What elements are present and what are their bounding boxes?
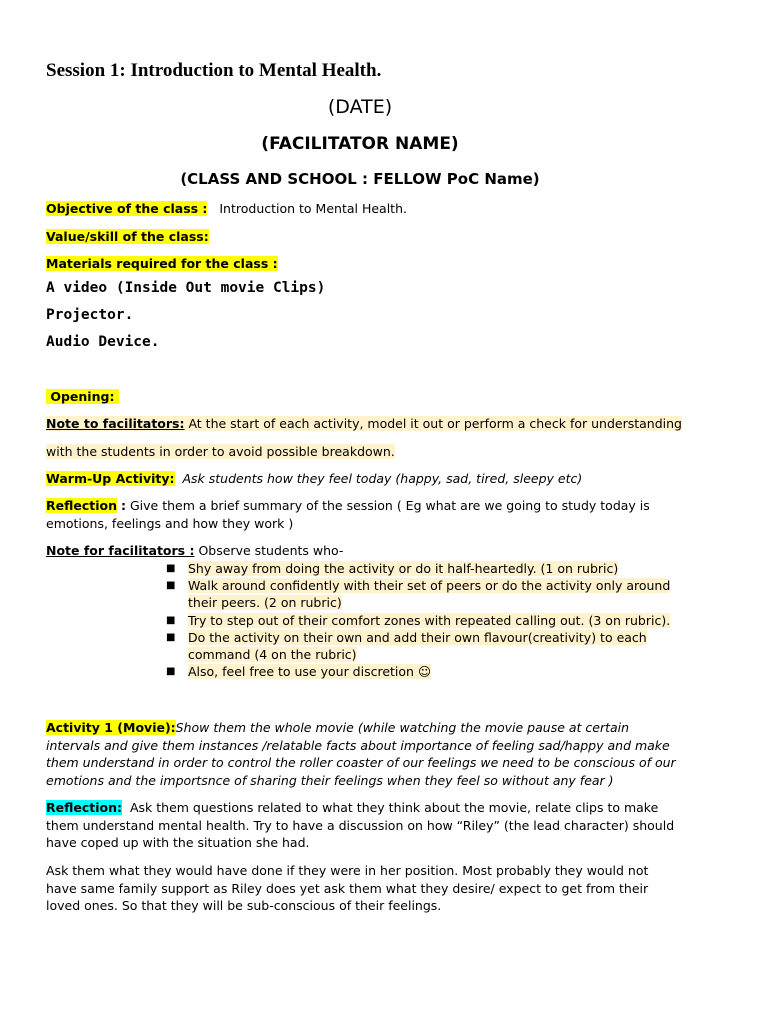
warm-up-line [46,470,582,488]
closing-paragraph: Ask them what they would have done if they were in her position. Most probably they would not have same family support as Riley does yet ask them what they desire/ expect to get from their loved ones. So that they will be sub-conscious of their feelings. [46,863,649,913]
objective-value: Introduction to Mental Health. [219,201,407,216]
value-skill-line [46,228,209,246]
note-to-facilitators-text-1: At the start of each activity, model it out or perform a check for understanding [188,416,682,431]
activity-1-text: Show them the whole movie (while watching the movie pause at certain intervals and give them instances /relatable facts about importance of feeling sad/happy and make them understand in order to control the roller coaster of our feelings we need to be conscious of our emotions and the importsnce of sharing their feelings when they feel so without any fear ) [46,720,676,788]
list-item: ■ Shy away from doing the activity or do it half-heartedly. (1 on rubric) [166,561,619,576]
list-item: ■ Do the activity on their own and add their own flavour(creativity) to each command (4 on the rubric) [166,629,647,663]
square-bullet-icon: ■ [166,614,176,626]
note-to-facilitators-text-2: with the students in order to avoid possible breakdown. [46,444,395,459]
material-item: A video (Inside Out movie Clips) [46,280,326,296]
material-item: Audio Device. [46,334,160,350]
reflection-1-paragraph: Reflection : Give them a brief summary of the session ( Eg what are we going to study today is emotions, feelings and how they work ) [46,498,650,531]
warm-up-label: Warm-Up Activity: [46,471,175,486]
square-bullet-icon: ■ [166,666,176,678]
note-for-facilitators-line [46,542,343,560]
objective-label: Objective of the class : [46,201,208,216]
note-to-facilitators-line-2 [46,443,395,461]
opening-line [46,388,119,406]
materials-line [46,255,278,273]
class-school-heading: (CLASS AND SCHOOL : FELLOW PoC Name) [180,170,540,188]
note-to-facilitators-line-1 [46,415,682,433]
note-for-facilitators-label: Note for facilitators : [46,543,195,558]
square-bullet-icon: ■ [166,631,176,643]
objective-line [46,200,407,218]
note-to-facilitators-label: Note to facilitators: [46,416,185,431]
session-title: Session 1: Introduction to Mental Health. [46,60,382,81]
activity-1-paragraph [46,719,678,789]
square-bullet-icon: ■ [166,563,176,574]
note-for-facilitators-text: Observe students who- [198,543,344,558]
list-item: ■ Walk around confidently with their set of peers or do the activity only around their peers. (2 on rubric) [166,578,671,611]
materials-label: Materials required for the class : [46,256,278,271]
reflection-1-text: Give them a brief summary of the session ( Eg what are we going to study today is emotions, feelings and how they work ) [46,498,650,531]
square-bullet-icon: ■ [166,580,176,592]
reflection-2-text: Ask them questions related to what they think about the movie, relate clips to make them understand mental health. Try to have a discussion on how “Riley” (the lead character) should have coped up with the situation she had. [46,800,675,850]
activity-1-label: Activity 1 (Movie): [46,720,176,735]
opening-label: Opening: [46,389,119,404]
list-item: ■ Also, feel free to use your discretion ☺ [166,664,431,680]
reflection-2-paragraph [46,799,678,852]
reflection-2-label: Reflection: [46,800,123,815]
reflection-1-label: Reflection [46,498,118,513]
list-item: ■ Try to step out of their comfort zones with repeated calling out. (3 on rubric). [166,612,671,628]
rubric-list [166,560,676,680]
facilitator-heading: (FACILITATOR NAME) [261,134,459,154]
warm-up-text: Ask students how they feel today (happy, sad, tired, sleepy etc) [182,471,583,486]
material-item: Projector. [46,307,134,323]
value-skill-label: Value/skill of the class: [46,229,209,244]
date-heading: (DATE) [327,96,393,118]
